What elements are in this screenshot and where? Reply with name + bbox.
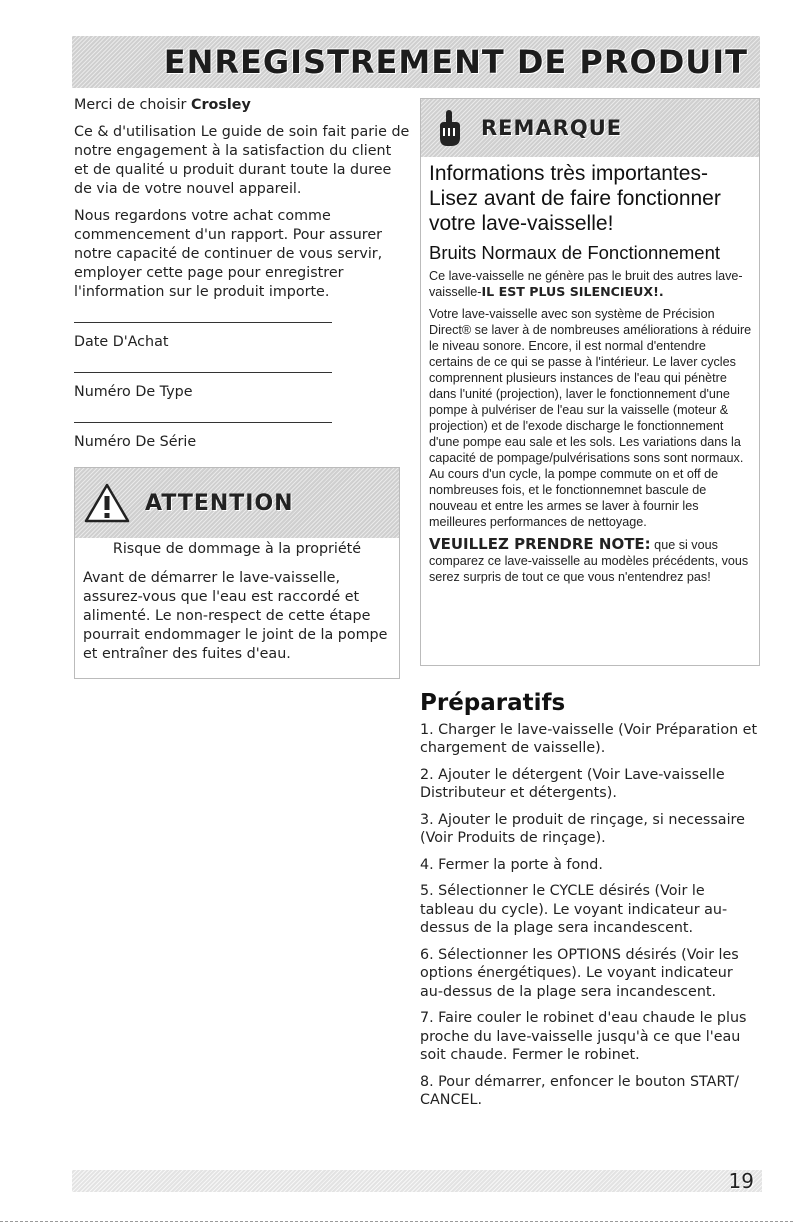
- step-item: 2. Ajouter le détergent (Voir Lave-vaisselle Distributeur et détergents).: [420, 766, 725, 801]
- attention-text: Avant de démarrer le lave-vaisselle, assurez-vous que l'eau est raccordé et alimenté. Le non-respect de cette étape pourrait endommager le joint de la pompe et entraîner des fuites d'eau.: [83, 570, 388, 662]
- brand-name: Crosley: [190, 97, 251, 113]
- remarque-heading: REMARQUE: [481, 116, 623, 140]
- registration-column: [74, 96, 410, 452]
- note-heading: VEUILLEZ PRENDRE NOTE:: [429, 535, 651, 553]
- note-text: que si vous comparez ce lave-vaisselle au modèles précédents, vous serez surpris de tout ce que vous n'entendrez pas!: [429, 538, 749, 584]
- thanks-line: [74, 96, 410, 115]
- page-edge-divider: [0, 1221, 793, 1222]
- attention-header: [75, 468, 399, 538]
- quiet-paragraph: [429, 268, 753, 300]
- step-item: 3. Ajouter le produit de rinçage, si necessaire (Voir Produits de rinçage).: [420, 811, 745, 846]
- warning-triangle-icon: [83, 482, 131, 524]
- footer-bar: [72, 1170, 762, 1192]
- important-headline: Informations très importantes-Lisez avant de faire fonctionner votre lave-vaisselle!: [429, 162, 721, 235]
- step-item: 6. Sélectionner les OPTIONS désirés (Voir les options énergétiques). Le voyant indicateur au-dessus de la plage sera incandescent.: [420, 946, 739, 1000]
- date-line: [74, 322, 332, 323]
- registration-paragraph: Nous regardons votre achat comme commencement d'un rapport. Pour assurer notre capacité de continuer de vous servir, employer cette page pour enregistrer l'information sur le produit importe.: [74, 208, 383, 300]
- step-item: 8. Pour démarrer, enfoncer le bouton START/ CANCEL.: [420, 1073, 739, 1108]
- preparatifs-title: Préparatifs: [420, 690, 566, 716]
- attention-box: [74, 467, 400, 679]
- remarque-box: [420, 98, 760, 666]
- step-item: 7. Faire couler le robinet d'eau chaude le plus proche du lave-vaisselle jusqu'à ce que l'eau soit chaude. Fermer le robinet.: [420, 1010, 747, 1063]
- note-hand-icon: [435, 108, 463, 148]
- normal-noises-heading: Bruits Normaux de Fonctionnement: [429, 242, 720, 263]
- purchase-date-label: Date D'Achat: [74, 334, 169, 350]
- attention-body: [75, 538, 399, 664]
- model-line: [74, 372, 332, 373]
- attention-subheading: Risque de dommage à la propriété: [112, 541, 362, 557]
- note-paragraph: [429, 536, 753, 585]
- step-item: 5. Sélectionner le CYCLE désirés (Voir le tableau du cycle). Le voyant indicateur au-dessus de la plage sera incandescent.: [420, 883, 728, 936]
- step-item: 1. Charger le lave-vaisselle (Voir Préparation et chargement de vaisselle).: [420, 721, 758, 756]
- serial-line: [74, 422, 332, 423]
- step-item: 4. Fermer la porte à fond.: [420, 856, 603, 873]
- intro-paragraph: Ce & d'utilisation Le guide de soin fait parie de notre engagement à la satisfaction du client et de qualité u produit durant toute la duree de via de votre nouvel appareil.: [74, 124, 410, 197]
- preparatifs-section: [420, 690, 760, 1118]
- attention-heading: ATTENTION: [145, 490, 294, 516]
- noise-explanation: Votre lave-vaisselle avec son système de Précision Direct® se laver à de nombreuses améliorations à réduire le niveau sonore. Encore, il est normal d'entendre certains de ce qui se passe à l'intérieur. Le laver cycles comprennent plusieurs instances de l'eau qui pénètre dans l'unité (projection), laver le fonctionnement d'une pompe à pulvériser de l'eau sur la vaisselle (moteur & projection) et de l'exode discharge le fonctionnement d'une pompe eau sale et les sols. Les variations dans la capacité de pompage/pulvérisations sons sont normaux. Au cours d'un cycle, la pompe commute on et off de nombreuses fois, et le fonctionnemnet bascule de nouveau et entre les armes se laver à fournir les meilleures performances de nettoyage.: [429, 307, 752, 529]
- thanks-prefix: Merci de choisir: [74, 97, 191, 113]
- page-title-bar: [72, 36, 760, 88]
- model-number-label: Numéro De Type: [74, 384, 193, 400]
- remarque-body: [421, 157, 759, 585]
- page-number: 19: [728, 1169, 754, 1193]
- quiet-text: Ce lave-vaisselle ne génère pas le bruit des autres lave-vaisselle-: [429, 269, 743, 299]
- page-title: ENREGISTREMENT DE PRODUIT: [163, 43, 748, 81]
- serial-number-label: Numéro De Série: [74, 434, 197, 450]
- quiet-emphasis: IL EST PLUS SILENCIEUX!.: [481, 284, 664, 299]
- remarque-header: [421, 99, 759, 157]
